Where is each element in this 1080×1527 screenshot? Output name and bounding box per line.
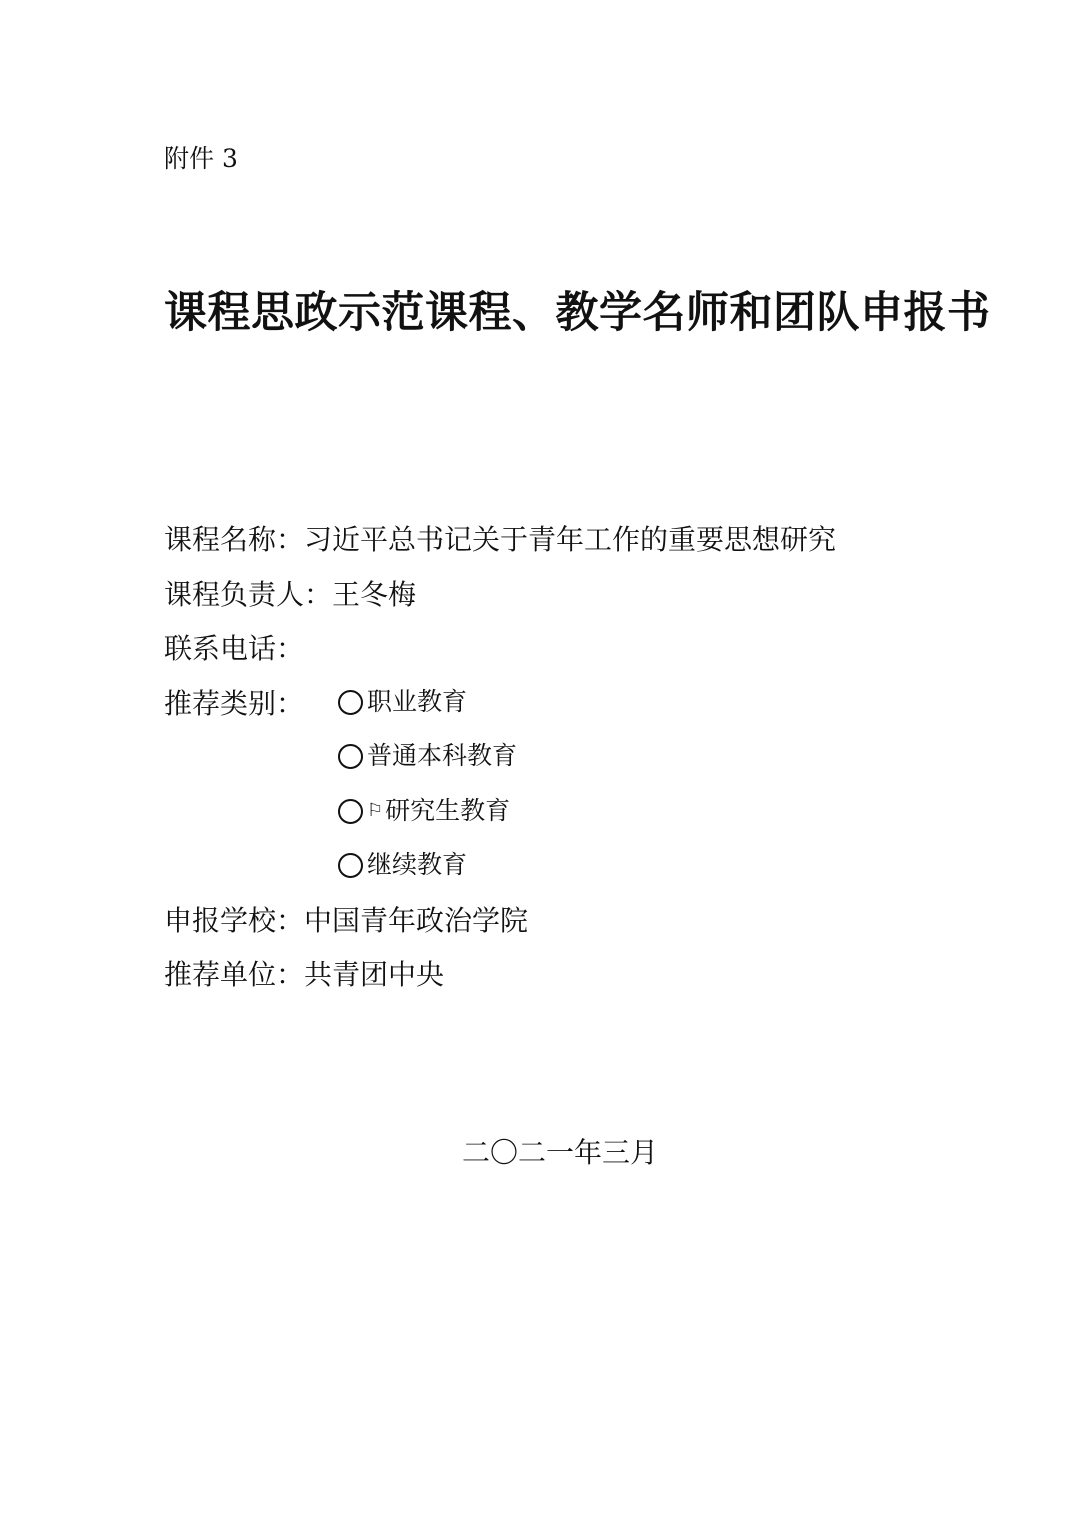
document-date: 二〇二一年三月 [462, 1136, 659, 1169]
course-name-field [164, 520, 836, 560]
category-option-undergraduate [338, 738, 517, 792]
category-options [338, 684, 517, 901]
category-option-label: 职业教育 [367, 687, 468, 716]
attachment-label: 附件 3 [164, 144, 238, 173]
category-option-label: 研究生教育 [385, 795, 511, 825]
flag-icon: ⚐ [367, 799, 384, 821]
school-field [164, 901, 528, 941]
radio-circle-icon [338, 799, 363, 824]
category-option-vocational [338, 684, 517, 738]
category-option-graduate [338, 793, 517, 847]
course-owner-label: 课程负责人： [164, 578, 333, 611]
recommender-label: 推荐单位： [164, 958, 305, 991]
school-label: 申报学校： [164, 904, 305, 937]
course-owner-field [164, 575, 416, 615]
category-label: 推荐类别： [164, 687, 305, 720]
radio-circle-icon [338, 690, 363, 715]
course-name-label: 课程名称： [164, 523, 305, 556]
recommender-value: 共青团中央 [304, 958, 445, 991]
category-option-continuing [338, 847, 517, 901]
radio-circle-icon [338, 853, 363, 878]
school-value: 中国青年政治学院 [304, 904, 529, 937]
contact-phone-field [164, 629, 304, 669]
contact-phone-label: 联系电话： [164, 632, 305, 665]
course-name-value: 习近平总书记关于青年工作的重要思想研究 [304, 523, 837, 556]
course-owner-value: 王冬梅 [332, 578, 417, 611]
category-option-label: 继续教育 [367, 849, 468, 879]
category-field [164, 684, 304, 724]
category-option-label: 普通本科教育 [367, 741, 518, 771]
radio-circle-icon [338, 744, 363, 769]
recommender-field [164, 955, 444, 995]
document-title: 课程思政示范课程、教学名师和团队申报书 [164, 288, 991, 338]
